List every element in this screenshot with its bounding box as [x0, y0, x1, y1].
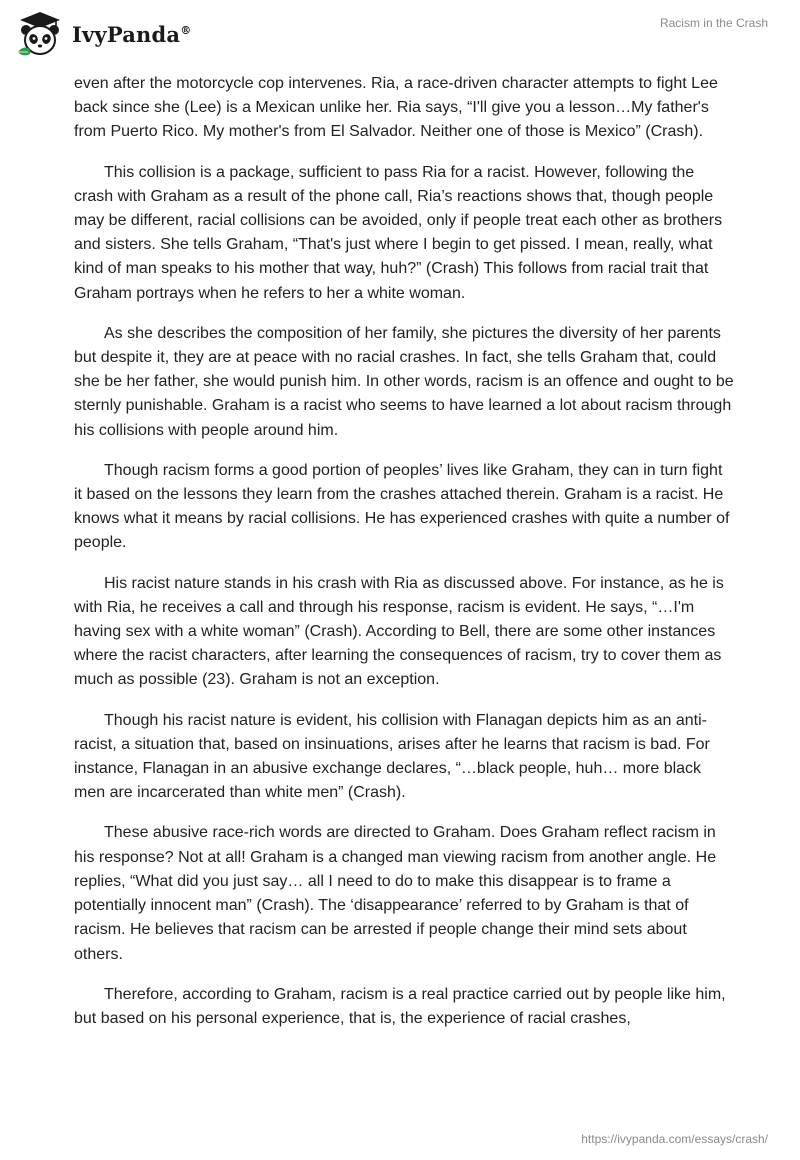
panda-graduate-logo-icon	[14, 8, 66, 60]
paragraph: These abusive race-rich words are directed to Graham. Does Graham reflect racism in his response? Not at all! Graham is a changed man viewing racism from another angle. He replies, “What did you just say… all I need to do to make this disappear is to frame a potentially innocent man” (Crash). The ‘disappearance’ referred to by Graham is that of racism. He believes that racism can be arrested if people change their mind sets about others.	[74, 824, 717, 963]
paragraph: Though his racist nature is evident, his collision with Flanagan depicts him as an anti-racist, a situation that, based on insinuations, arises after he learns that racism is bad. For instance, Flanagan in an abusive exchange declares, “…black people, huh… more black men are incarcerated than white men” (Crash).	[74, 711, 710, 802]
essay-body	[74, 72, 734, 1047]
page-header	[0, 0, 800, 70]
paragraph: This collision is a package, sufficient to pass Ria for a racist. However, following the crash with Graham as a result of the phone call, Ria’s reactions shows that, though people may be different, racial collisions can be avoided, only if people treat each other as brothers and sisters. She tells Graham, “That's just where I begin to get pissed. I mean, really, what kind of man speaks to his mother that way, huh?” (Crash) This follows from racial trait that Graham portrays when he refers to her a white woman.	[74, 163, 723, 302]
ivypanda-logo[interactable]	[14, 8, 191, 60]
brand-name: IvyPanda®	[72, 21, 192, 47]
paragraph: Therefore, according to Graham, racism is a real practice carried out by people like him, but based on his personal experience, that is, the experience of racial crashes,	[74, 985, 726, 1027]
paragraph: Though racism forms a good portion of peoples’ lives like Graham, they can in turn fight it based on the lessons they learn from the crashes attached therein. Graham is a racist. He knows what it means by racial collisions. He has experienced crashes with quite a number of people.	[74, 461, 730, 552]
document-title: Racism in the Crash	[659, 16, 768, 30]
paragraph: His racist nature stands in his crash with Ria as discussed above. For instance, as he is with Ria, he receives a call and through his response, racism is evident. He says, “…I'm having sex with a white woman” (Crash). According to Bell, there are some other instances where the racist characters, after learning the consequences of racism, try to cover them as much as possible (23). Graham is not an exception.	[74, 574, 724, 689]
paragraph: even after the motorcycle cop intervenes. Ria, a race-driven character attempts to fight Lee back since she (Lee) is a Mexican unlike her. Ria says, “I'll give you a lesson…My father's from Puerto Rico. My mother's from El Salvador. Neither one of those is Mexico” (Crash).	[74, 75, 718, 141]
paragraph: As she describes the composition of her family, she pictures the diversity of her parents but despite it, they are at peace with no racial crashes. In fact, she tells Graham that, could she be her father, she would punish him. In other words, racism is an offence and ought to be sternly punishable. Graham is a racist who seems to have learned a lot about racism through his collisions with people around him.	[74, 324, 734, 439]
source-url-link[interactable]: https://ivypanda.com/essays/crash/	[581, 1132, 768, 1146]
